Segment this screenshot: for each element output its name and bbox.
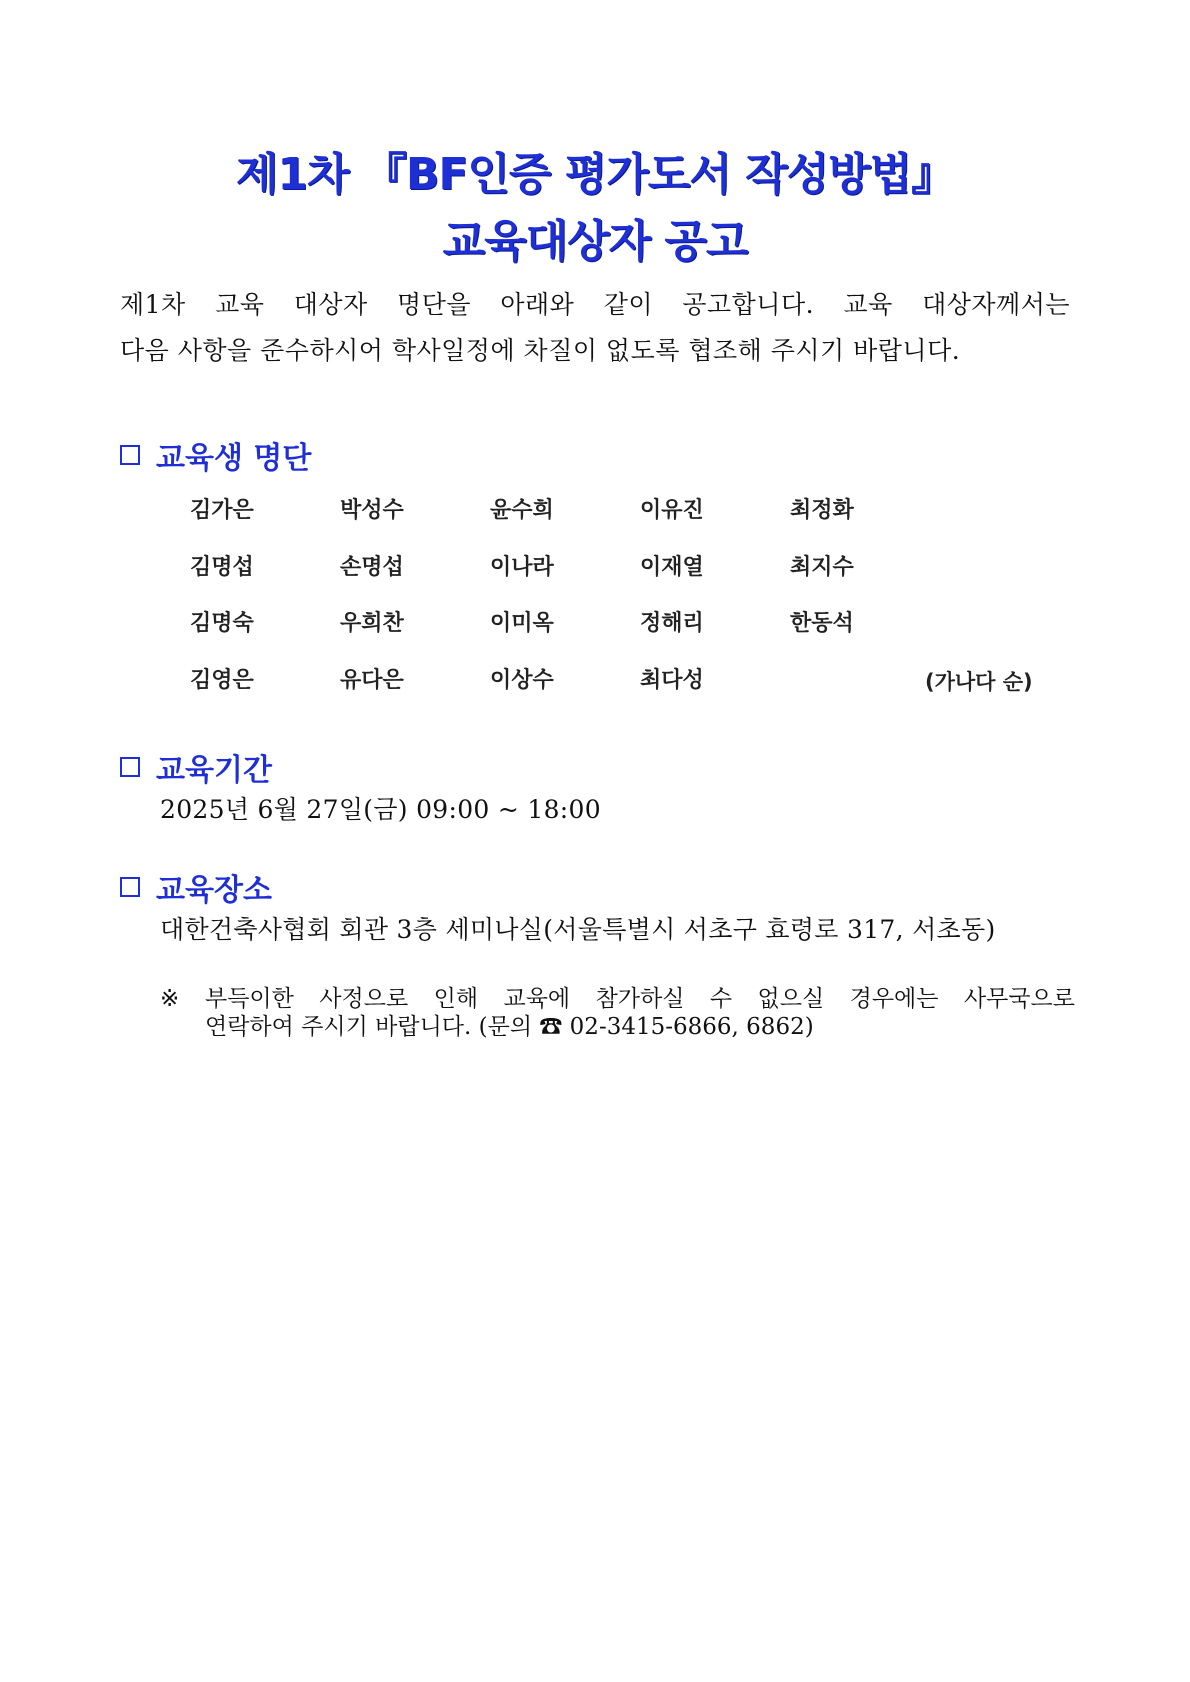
section-heading-students	[120, 433, 311, 477]
student-name: 이재열	[640, 555, 704, 580]
checkbox-square-icon	[120, 757, 140, 777]
student-name: 이상수	[490, 668, 554, 693]
order-note: (가나다 순)	[925, 670, 1033, 694]
section-heading-period-label: 교육기간	[156, 753, 272, 788]
student-name: 김가은	[190, 498, 254, 523]
student-name: 김명숙	[190, 611, 254, 636]
student-name: 김명섭	[190, 555, 254, 580]
student-name: 한동석	[790, 611, 854, 636]
student-name: 박성수	[340, 498, 404, 523]
reference-mark: ※	[160, 986, 180, 1012]
student-name: 손명섭	[340, 555, 404, 580]
notice	[160, 985, 1075, 1041]
period-value: 2025년 6월 27일(금) 09:00 ~ 18:00	[160, 795, 601, 824]
title-line-2: 교육대상자 공고	[442, 216, 748, 267]
student-name: 유다은	[340, 668, 404, 693]
section-heading-students-label: 교육생 명단	[156, 441, 312, 476]
student-name: 이나라	[490, 555, 554, 580]
student-name: 최정화	[790, 498, 854, 523]
section-heading-period	[120, 745, 272, 789]
section-heading-place	[120, 865, 272, 909]
student-name: 윤수희	[490, 498, 554, 523]
checkbox-square-icon	[120, 445, 140, 465]
student-name: 김영은	[190, 668, 254, 693]
student-name: 이유진	[640, 498, 704, 523]
intro-line-2: 다음 사항을 준수하시어 학사일정에 차질이 없도록 협조해 주시기 바랍니다.	[120, 336, 961, 365]
place-value: 대한건축사협회 회관 3층 세미나실(서울특별시 서초구 효령로 317, 서초동)	[160, 915, 996, 944]
intro-line-1: 제1차 교육 대상자 명단을 아래와 같이 공고합니다. 교육 대상자께서는	[120, 290, 1070, 319]
student-name: 정해리	[640, 611, 704, 636]
student-name: 우희찬	[340, 611, 404, 636]
student-name: 최지수	[790, 555, 854, 580]
notice-line-2: 연락하여 주시기 바랍니다. (문의 ☎ 02-3415-6866, 6862)	[205, 1014, 814, 1040]
section-heading-place-label: 교육장소	[156, 873, 272, 908]
intro-paragraph	[120, 282, 1070, 374]
checkbox-square-icon	[120, 877, 140, 897]
student-name: 이미옥	[490, 611, 554, 636]
student-name: 최다성	[640, 668, 704, 693]
title-line-1: 제1차 『BF인증 평가도서 작성방법』	[235, 149, 955, 200]
notice-line-1: 부득이한 사정으로 인해 교육에 참가하실 수 없으실 경우에는 사무국으로	[205, 986, 1075, 1012]
